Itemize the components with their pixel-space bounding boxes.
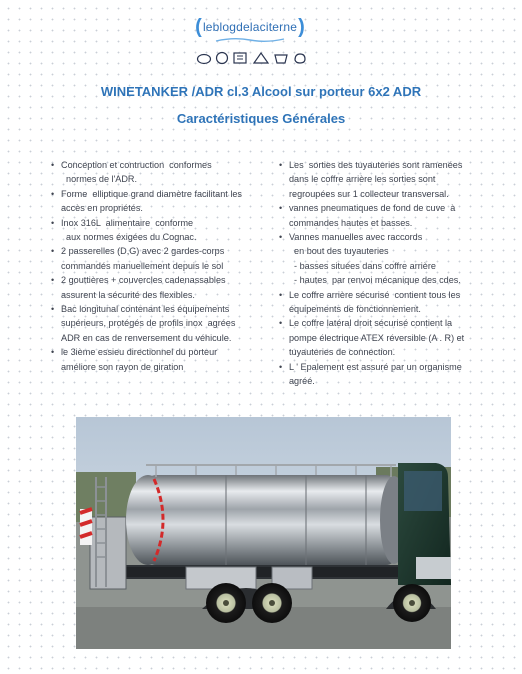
right-feature-list [276, 158, 472, 389]
wedge-icon [252, 51, 270, 65]
feature-text-line: - hautes par renvoi mécanique des cdes. [289, 275, 461, 286]
feature-text-line: aux normes éxigées du Cognac. [61, 232, 197, 243]
truck-photo [76, 417, 451, 649]
feature-text-line: 2 gouttières + couvercles cadenassables [61, 275, 226, 286]
bullet-icon: • [279, 160, 283, 170]
feature-text-line: assurent la sécurité des flexibles. [61, 289, 195, 300]
sign-icon [232, 51, 248, 65]
bullet-icon: • [279, 203, 283, 214]
bullet-icon: • [51, 275, 55, 286]
truck-illustration [76, 417, 451, 649]
bullet-icon: • [51, 160, 55, 170]
feature-text-line: commandés manuellement depuis le sol [61, 260, 224, 271]
blob-icon [292, 51, 308, 65]
feature-text-line: vannes pneumatiques de fond de cuve à [289, 203, 456, 214]
feature-text-line: 2 passerelles (D,G) avec 2 gardes-corps [61, 246, 225, 257]
feature-text-line: supérieurs, protégés de profils inox agrées [61, 318, 236, 329]
feature-text-line: Forme elliptique grand diamètre facilitant les [61, 188, 242, 199]
feature-item [48, 273, 260, 302]
feature-text-line: - basses situées dans coffre arrière [289, 260, 436, 271]
logo-text: leblogdelaciterne [202, 20, 298, 34]
bullet-icon: • [279, 361, 283, 372]
feature-item [276, 360, 472, 389]
bullet-icon: • [51, 188, 55, 199]
bullet-icon: • [279, 318, 283, 329]
feature-item [276, 158, 472, 201]
feature-text-line: regroupées sur 1 collecteur transversal. [289, 188, 449, 199]
feature-item [48, 244, 260, 273]
feature-text-line: Bac longitunal contenant les équipements [61, 304, 230, 315]
document-subtitle: Caractéristiques Générales [176, 111, 346, 126]
bullet-icon: • [51, 246, 55, 257]
feature-text-line: améliore son rayon de giration [61, 361, 184, 372]
flask-icon [196, 51, 212, 65]
feature-text-line: Le coffre arrière sécurisé contient tous les [289, 289, 461, 300]
feature-item [48, 216, 260, 245]
bullet-icon: • [279, 232, 283, 243]
feature-text-line: commandes hautes et basses. [289, 217, 413, 228]
document-title: WINETANKER /ADR cl.3 Alcool sur porteur 6x2 ADR [100, 84, 422, 99]
feature-item [48, 187, 260, 216]
feature-text-line: en bout des tuyauteries [289, 246, 389, 257]
feature-text-line: L ' Epalement est assuré par un organisme [289, 361, 462, 372]
feature-text-line: dans le coffre arrière les sorties sont [289, 174, 436, 185]
feature-item [48, 345, 260, 374]
bullet-icon: • [279, 289, 283, 300]
feature-text-line: agréé. [289, 376, 315, 387]
bullet-icon: • [51, 347, 55, 358]
bullet-icon: • [51, 304, 55, 315]
logo-swoosh-icon [214, 36, 286, 44]
feature-item [276, 230, 472, 288]
feature-text-line: pompe électrique ATEX réversible (A . R) et [289, 332, 465, 343]
feature-item [276, 316, 472, 359]
feature-text-line: Le coffre latéral droit sécurisé contient la [289, 318, 453, 329]
icon-row [196, 50, 308, 66]
feature-text-line: tuyauteries de connection. [289, 347, 396, 358]
feature-text-line: accès en propriétés. [61, 203, 143, 214]
feature-text-line: normes de l'ADR. [61, 174, 138, 185]
feature-text-line: Inox 316L alimentaire conforme [61, 217, 194, 228]
circle-icon [215, 51, 229, 65]
feature-text-line: le 3ième essieu directionnel du porteur [61, 347, 218, 358]
box-icon [273, 51, 289, 65]
feature-item [276, 201, 472, 230]
bullet-icon: • [51, 217, 55, 228]
logo-bracket-left: ( [195, 16, 202, 38]
feature-item [48, 158, 260, 187]
feature-text-line: équipements de fonctionnement. [289, 304, 421, 315]
feature-text-line: ADR en cas de renversement du véhicule. [61, 332, 232, 343]
feature-text-line: Vannes manuelles avec raccords [289, 232, 423, 243]
left-feature-list [48, 158, 260, 374]
feature-text-line: Conception et contruction conformes [61, 160, 212, 170]
feature-text-line: Les sorties des tuyauteries sont ramenées [289, 160, 463, 170]
feature-item [48, 302, 260, 345]
feature-item [276, 288, 472, 317]
logo-bracket-right: ) [298, 16, 305, 38]
